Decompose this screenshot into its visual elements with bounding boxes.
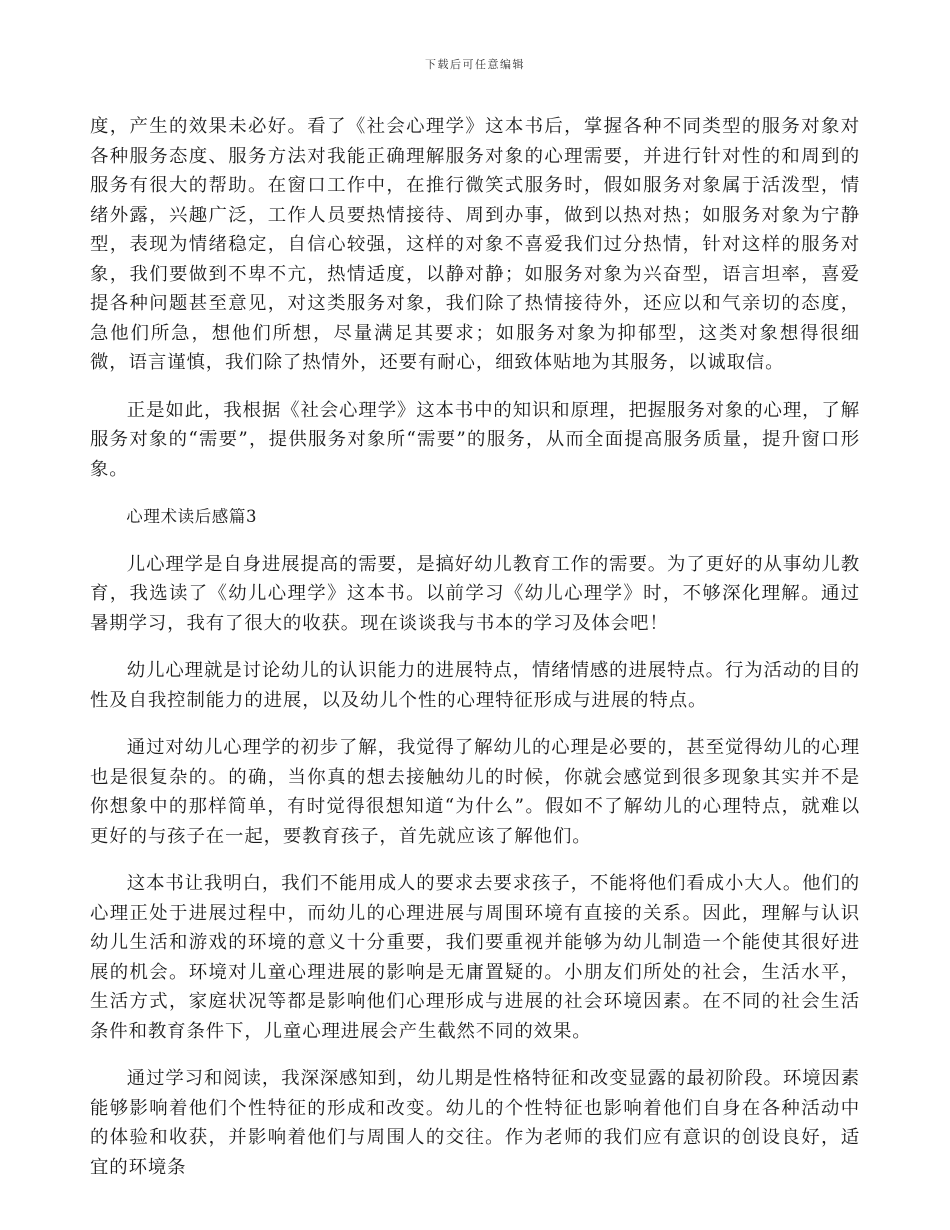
- paragraph-3: 儿心理学是自身进展提高的需要，是搞好幼儿教育工作的需要。为了更好的从事幼儿教育，我选读了《幼儿心理学》这本书。以前学习《幼儿心理学》时，不够深化理解。通过暑期学习，我有了很大的收获。现在谈谈我与书本的学习及体会吧！: [90, 553, 860, 634]
- document-body: [90, 112, 860, 1200]
- section-heading: 心理术读后感篇3: [126, 507, 258, 526]
- paragraph-1: 度，产生的效果未必好。看了《社会心理学》这本书后，掌握各种不同类型的服务对象对各种服务态度、服务方法对我能正确理解服务对象的心理需要，并进行针对性的和周到的服务有很大的帮助。在窗口工作中，在推行微笑式服务时，假如服务对象属于活泼型，情绪外露，兴趣广泛，工作人员要热情接待、周到办事，做到以热对热；如服务对象为宁静型，表现为情绪稳定，自信心较强，这样的对象不喜爱我们过分热情，针对这样的服务对象，我们要做到不卑不亢，热情适度，以静对静；如服务对象为兴奋型，语言坦率，喜爱提各种问题甚至意见，对这类服务对象，我们除了热情接待外，还应以和气亲切的态度，急他们所急，想他们所想，尽量满足其要求；如服务对象为抑郁型，这类对象想得很细微，语言谨慎，我们除了热情外，还要有耐心，细致体贴地为其服务，以诚取信。: [90, 116, 860, 373]
- paragraph-7: 通过学习和阅读，我深深感知到，幼儿期是性格特征和改变显露的最初阶段。环境因素能够影响着他们个性特征的形成和改变。幼儿的个性特征也影响着他们自身在各种活动中的体验和收获，并影响着他们与周围人的交往。作为老师的我们应有意识的创设良好，适宜的环境条: [90, 1068, 860, 1178]
- paragraph-4: 幼儿心理就是讨论幼儿的认识能力的进展特点，情绪情感的进展特点。行为活动的目的性及自我控制能力的进展，以及幼儿个性的心理特征形成与进展的特点。: [90, 660, 860, 711]
- paragraph-5: 通过对幼儿心理学的初步了解，我觉得了解幼儿的心理是必要的，甚至觉得幼儿的心理也是很复杂的。的确，当你真的想去接触幼儿的时候，你就会感觉到很多现象其实并不是你想象中的那样简单，有时觉得很想知道“为什么”。假如不了解幼儿的心理特点，就难以更好的与孩子在一起，要教育孩子，首先就应该了解他们。: [90, 737, 860, 847]
- paragraph-2: 正是如此，我根据《社会心理学》这本书中的知识和原理，把握服务对象的心理，了解服务对象的“需要”，提供服务对象所“需要”的服务，从而全面提高服务质量，提升窗口形象。: [90, 399, 860, 480]
- page-header: 下载后可任意编辑: [425, 58, 525, 71]
- paragraph-6: 这本书让我明白，我们不能用成人的要求去要求孩子，不能将他们看成小大人。他们的心理正处于进展过程中，而幼儿的心理进展与周围环境有直接的关系。因此，理解与认识幼儿生活和游戏的环境的意义十分重要，我们要重视并能够为幼儿制造一个能使其很好进展的机会。环境对儿童心理进展的影响是无庸置疑的。小朋友们所处的社会，生活水平，生活方式，家庭状况等都是影响他们心理形成与进展的社会环境因素。在不同的社会生活条件和教育条件下，儿童心理进展会产生截然不同的效果。: [90, 873, 860, 1042]
